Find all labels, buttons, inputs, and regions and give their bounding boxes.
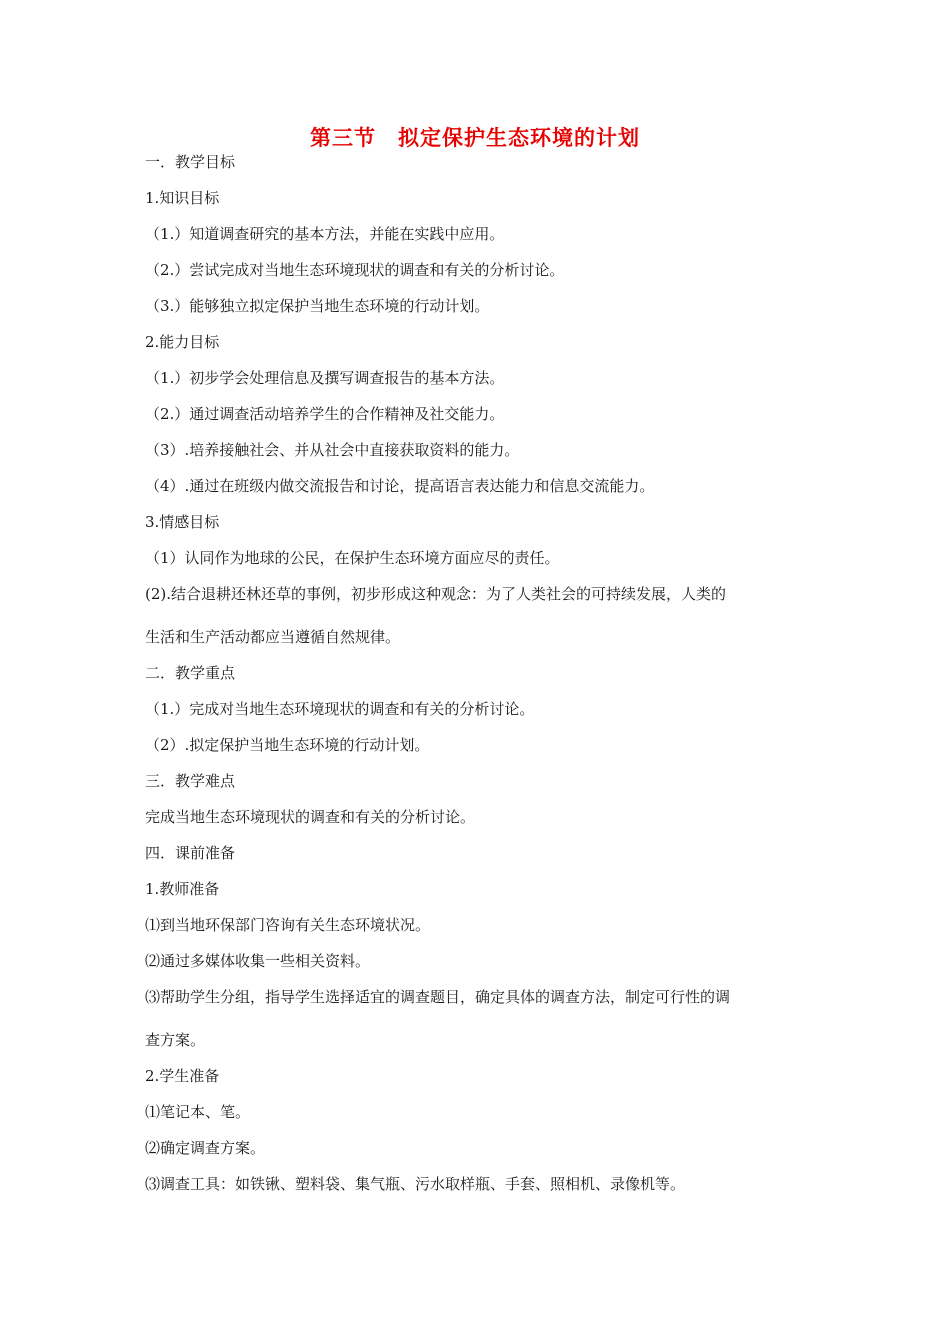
knowledge-item-2: （2.）尝试完成对当地生态环境现状的调查和有关的分析讨论。	[145, 261, 565, 279]
ability-item-4: （4）.通过在班级内做交流报告和讨论，提高语言表达能力和信息交流能力。	[145, 477, 655, 495]
teacher-prep-item-2: ⑵通过多媒体收集一些相关资料。	[145, 952, 371, 970]
emotion-item-2-continued: 生活和生产活动都应当遵循自然规律。	[145, 628, 401, 646]
teacher-prep-item-3-continued: 查方案。	[145, 1031, 206, 1049]
subsection-heading-student-prep: 2.学生准备	[145, 1067, 220, 1085]
knowledge-item-3: （3.）能够独立拟定保护当地生态环境的行动计划。	[145, 297, 490, 315]
section-heading-key-points: 二．教学重点	[145, 664, 236, 682]
student-prep-item-2: ⑵确定调查方案。	[145, 1139, 266, 1157]
subsection-heading-emotion: 3.情感目标	[145, 513, 220, 531]
key-point-item-2: （2）.拟定保护当地生态环境的行动计划。	[145, 736, 430, 754]
section-heading-objectives: 一．教学目标	[145, 153, 236, 171]
subsection-heading-teacher-prep: 1.教师准备	[145, 880, 220, 898]
ability-item-1: （1.）初步学会处理信息及撰写调查报告的基本方法。	[145, 369, 505, 387]
knowledge-item-1: （1.）知道调查研究的基本方法，并能在实践中应用。	[145, 225, 505, 243]
difficulty-item: 完成当地生态环境现状的调查和有关的分析讨论。	[145, 808, 476, 826]
section-heading-difficulties: 三．教学难点	[145, 772, 236, 790]
teacher-prep-item-3: ⑶帮助学生分组，指导学生选择适宜的调查题目，确定具体的调查方法，制定可行性的调	[145, 988, 731, 1006]
ability-item-3: （3）.培养接触社会、并从社会中直接获取资料的能力。	[145, 441, 520, 459]
key-point-item-1: （1.）完成对当地生态环境现状的调查和有关的分析讨论。	[145, 700, 535, 718]
student-prep-item-3: ⑶调查工具：如铁锹、塑料袋、集气瓶、污水取样瓶、手套、照相机、录像机等。	[145, 1175, 686, 1193]
teacher-prep-item-1: ⑴到当地环保部门咨询有关生态环境状况。	[145, 916, 431, 934]
emotion-item-2: (2).结合退耕还林还草的事例，初步形成这种观念：为了人类社会的可持续发展，人类的	[145, 585, 727, 603]
section-heading-preparation: 四．课前准备	[145, 844, 236, 862]
subsection-heading-ability: 2.能力目标	[145, 333, 220, 351]
student-prep-item-1: ⑴笔记本、笔。	[145, 1103, 251, 1121]
document-body	[145, 150, 810, 1208]
emotion-item-1: （1）认同作为地球的公民，在保护生态环境方面应尽的责任。	[145, 549, 560, 567]
subsection-heading-knowledge: 1.知识目标	[145, 189, 220, 207]
document-title: 第三节 拟定保护生态环境的计划	[310, 126, 640, 150]
ability-item-2: （2.）通过调查活动培养学生的合作精神及社交能力。	[145, 405, 505, 423]
